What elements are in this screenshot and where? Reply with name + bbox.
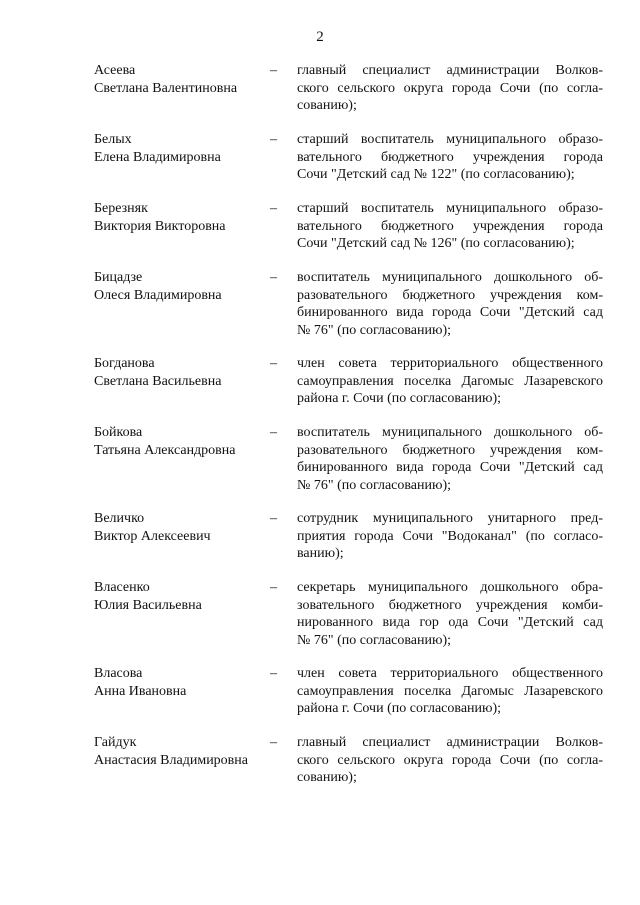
member-given-names: Елена Владимировна [94,149,221,165]
dash-separator: – [270,356,277,371]
position-line: Сочи "Детский сад № 126" (по согласованию); [297,236,575,252]
member-name [94,734,269,769]
member-surname: Асеева [94,63,136,78]
position-line: разовательного бюджетного учреждения ком- [297,287,603,303]
position-line: вательного бюджетного учреждения города [297,149,603,165]
position-line: воспитатель муниципального дошкольного об- [297,270,603,285]
dash-separator: – [270,63,277,78]
member-surname: Белых [94,132,132,147]
member-position [297,131,603,184]
position-line: нированного вида гор ода Сочи "Детский сад [297,615,603,631]
member-position [297,734,603,787]
member-given-names: Светлана Валентиновна [94,80,238,96]
position-line: № 76" (по согласованию); [297,477,452,493]
member-position [297,424,603,494]
member-name [94,62,269,97]
dash-separator: – [270,425,277,440]
dash-separator: – [270,666,277,681]
member-position [297,62,603,115]
member-given-names: Олеся Владимировна [94,287,222,303]
member-position [297,200,603,253]
dash-separator: – [270,735,277,750]
position-line: секретарь муниципального дошкольного обра- [297,580,603,595]
position-line: бинированного вида города Сочи "Детский сад [297,460,603,476]
dash-separator: – [270,580,277,595]
position-line: ского сельского округа города Сочи (по согла- [297,752,603,768]
member-surname: Величко [94,511,145,526]
position-line: старший воспитатель муниципального образо- [297,132,603,147]
member-given-names: Юлия Васильевна [94,597,202,613]
member-given-names: Светлана Васильевна [94,373,222,389]
member-given-names: Анна Ивановна [94,683,187,699]
position-line: бинированного вида города Сочи "Детский сад [297,305,603,321]
position-line: разовательного бюджетного учреждения ком- [297,442,603,458]
position-line: самоуправления поселка Дагомыс Лазаревского [297,683,603,699]
member-surname: Бицадзе [94,270,143,285]
position-line: района г. Сочи (по согласованию); [297,391,502,407]
member-position [297,355,603,408]
member-position [297,579,603,649]
position-line: член совета территориального общественного [297,666,603,681]
member-name [94,424,269,459]
dash-separator: – [270,132,277,147]
member-surname: Власова [94,666,143,681]
member-position [297,510,603,563]
position-line: № 76" (по согласованию); [297,632,452,648]
member-surname: Власенко [94,580,150,595]
position-line: самоуправления поселка Дагомыс Лазаревского [297,373,603,389]
position-line: ванию); [297,546,344,562]
page-number: 2 [316,29,324,45]
position-line: вательного бюджетного учреждения города [297,218,603,234]
position-line: № 76" (по согласованию); [297,322,452,338]
member-given-names: Виктор Алексеевич [94,528,211,544]
member-name [94,665,269,700]
member-name [94,579,269,614]
member-name [94,510,269,545]
member-position [297,269,603,339]
dash-separator: – [270,511,277,526]
dash-separator: – [270,270,277,285]
member-name [94,355,269,390]
position-line: главный специалист администрации Волков- [297,735,603,750]
member-surname: Березняк [94,201,148,216]
position-line: член совета территориального общественного [297,356,603,371]
position-line: сотрудник муниципального унитарного пред- [297,511,603,526]
position-line: сованию); [297,98,357,114]
position-line: воспитатель муниципального дошкольного об- [297,425,603,440]
member-name [94,269,269,304]
position-line: Сочи "Детский сад № 122" (по согласованию); [297,167,575,183]
member-given-names: Анастасия Владимировна [94,752,248,768]
position-line: района г. Сочи (по согласованию); [297,701,502,717]
position-line: ского сельского округа города Сочи (по согла- [297,80,603,96]
member-name [94,131,269,166]
member-surname: Гайдук [94,735,137,750]
position-line: сованию); [297,770,357,786]
member-name [94,200,269,235]
position-line: главный специалист администрации Волков- [297,63,603,78]
member-given-names: Виктория Викторовна [94,218,226,234]
member-surname: Бойкова [94,425,143,440]
member-given-names: Татьяна Александровна [94,442,236,458]
position-line: старший воспитатель муниципального образо- [297,201,603,216]
position-line: приятия города Сочи "Водоканал" (по согласо- [297,528,603,544]
member-surname: Богданова [94,356,155,371]
position-line: зовательного бюджетного учреждения комби- [297,597,603,613]
member-position [297,665,603,718]
dash-separator: – [270,201,277,216]
